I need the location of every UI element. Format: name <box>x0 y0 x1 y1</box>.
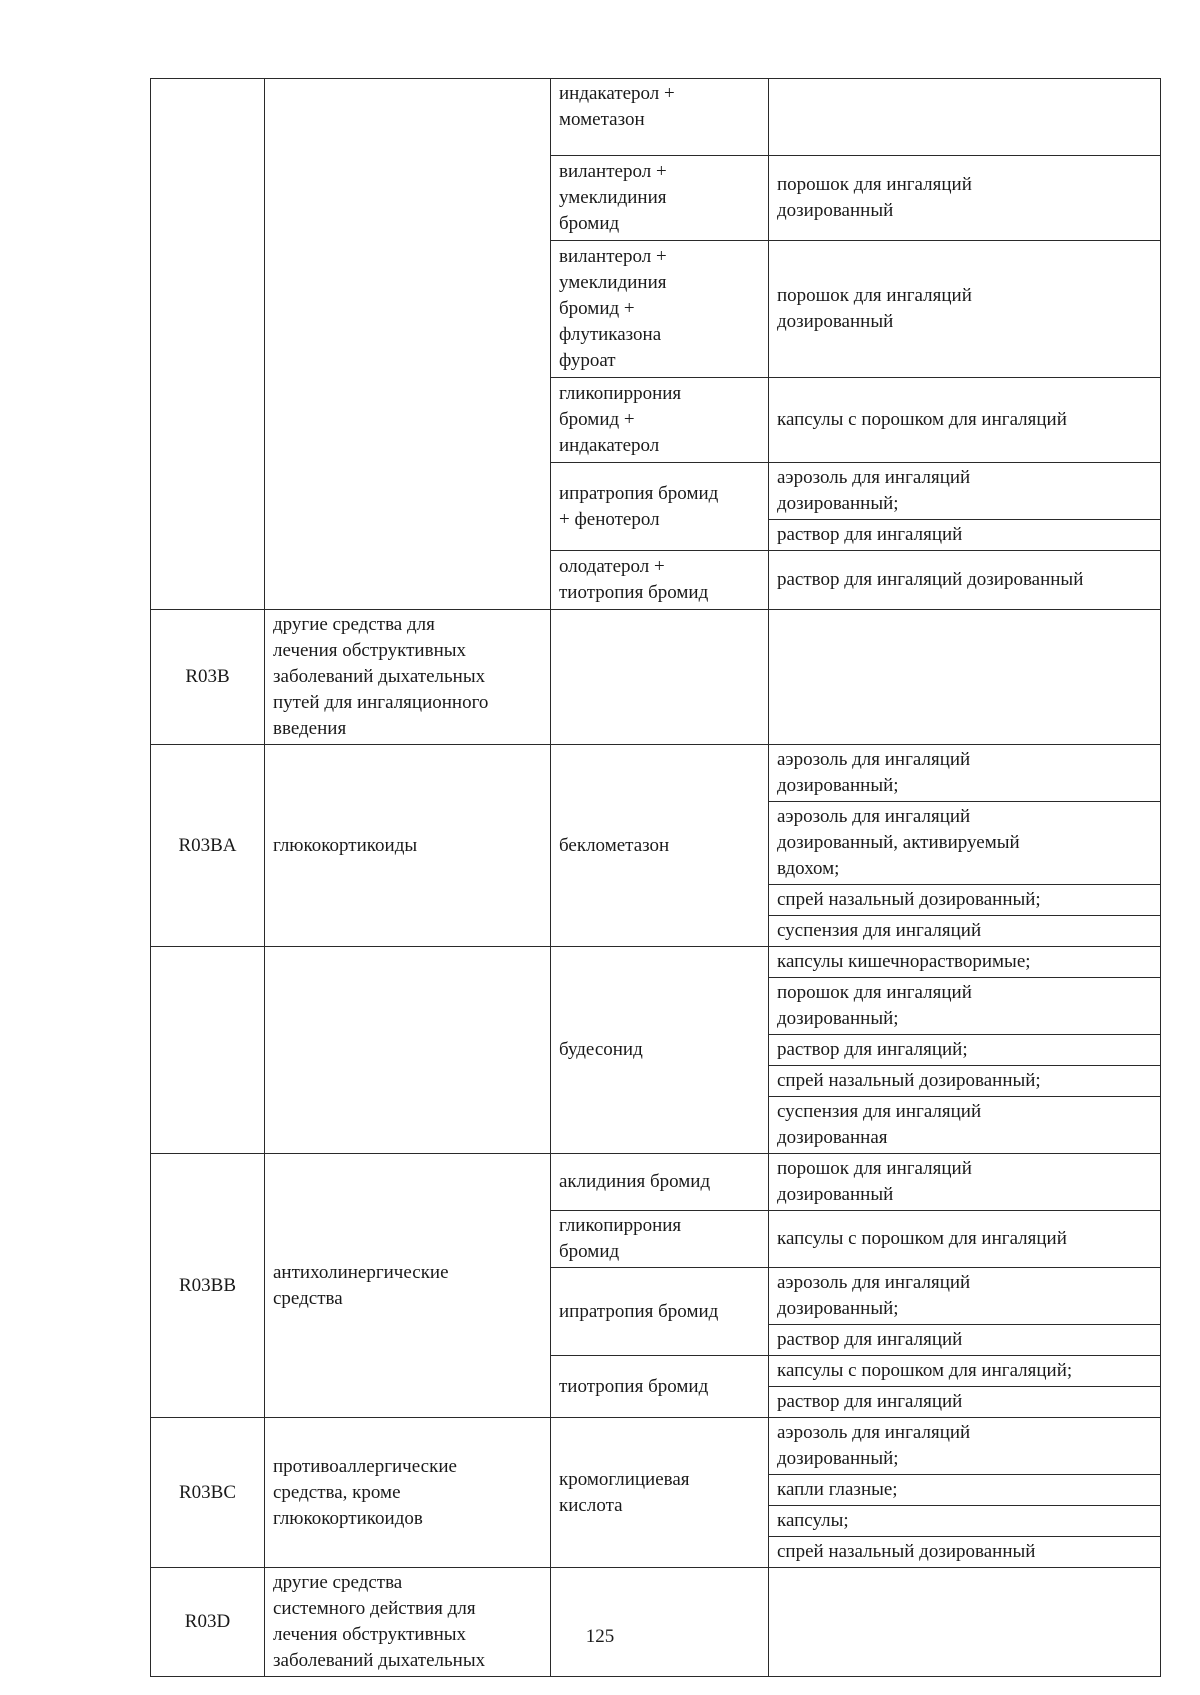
dosage-form: раствор для ингаляций <box>769 520 1161 551</box>
group-name: другие средства для лечения обструктивных заболеваний дыхательных путей для ингаляционного введения <box>265 610 551 745</box>
dosage-form: спрей назальный дозированный; <box>769 1066 1161 1097</box>
dosage-form: аэрозоль для ингаляций дозированный; <box>769 1268 1161 1325</box>
page-number: 125 <box>585 1626 615 1647</box>
dosage-form: спрей назальный дозированный; <box>769 885 1161 916</box>
dosage-form: раствор для ингаляций <box>769 1325 1161 1356</box>
dosage-form: суспензия для ингаляций <box>769 916 1161 947</box>
table-row <box>151 745 1161 802</box>
dosage-form: порошок для ингаляций дозированный; <box>769 978 1161 1035</box>
drug-name: вилантерол + умеклидиния бромид <box>551 156 769 241</box>
drug-name: гликопиррония бромид <box>551 1211 769 1268</box>
group-name <box>265 947 551 1154</box>
atc-code: R03BA <box>151 745 265 947</box>
dosage-form: капсулы кишечнорастворимые; <box>769 947 1161 978</box>
drug-name: ипратропия бромид + фенотерол <box>551 463 769 551</box>
dosage-form: суспензия для ингаляций дозированная <box>769 1097 1161 1154</box>
drug-name: аклидиния бромид <box>551 1154 769 1211</box>
dosage-form: аэрозоль для ингаляций дозированный; <box>769 463 1161 520</box>
drug-name: тиотропия бромид <box>551 1356 769 1418</box>
group-name: противоаллергические средства, кроме глюкокортикоидов <box>265 1418 551 1568</box>
atc-code <box>151 79 265 610</box>
dosage-form: аэрозоль для ингаляций дозированный, активируемый вдохом; <box>769 802 1161 885</box>
atc-code <box>151 947 265 1154</box>
dosage-form: раствор для ингаляций дозированный <box>769 551 1161 610</box>
group-name: глюкокортикоиды <box>265 745 551 947</box>
dosage-form: порошок для ингаляций дозированный <box>769 241 1161 378</box>
drug-name: кромоглициевая кислота <box>551 1418 769 1568</box>
dosage-form: порошок для ингаляций дозированный <box>769 156 1161 241</box>
atc-code: R03BC <box>151 1418 265 1568</box>
dosage-form: раствор для ингаляций; <box>769 1035 1161 1066</box>
table-row <box>151 1154 1161 1211</box>
dosage-form: спрей назальный дозированный <box>769 1537 1161 1568</box>
table-row <box>151 947 1161 978</box>
dosage-form <box>769 610 1161 745</box>
group-name: антихолинергические средства <box>265 1154 551 1418</box>
dosage-form: капсулы с порошком для ингаляций <box>769 1211 1161 1268</box>
dosage-form: аэрозоль для ингаляций дозированный; <box>769 1418 1161 1475</box>
dosage-form: капсулы; <box>769 1506 1161 1537</box>
dosage-form: капли глазные; <box>769 1475 1161 1506</box>
drug-name: вилантерол + умеклидиния бромид + флутиказона фуроат <box>551 241 769 378</box>
dosage-form: порошок для ингаляций дозированный <box>769 1154 1161 1211</box>
table-row <box>151 1568 1161 1677</box>
dosage-form: раствор для ингаляций <box>769 1387 1161 1418</box>
drug-name: индакатерол + мометазон <box>551 79 769 156</box>
drug-name: беклометазон <box>551 745 769 947</box>
group-name: другие средства системного действия для лечения обструктивных заболеваний дыхательных <box>265 1568 551 1677</box>
group-name <box>265 79 551 610</box>
atc-code: R03BB <box>151 1154 265 1418</box>
document-page <box>150 78 1160 1677</box>
dosage-form: аэрозоль для ингаляций дозированный; <box>769 745 1161 802</box>
drug-name <box>551 610 769 745</box>
drug-name: олодатерол + тиотропия бромид <box>551 551 769 610</box>
drug-name <box>551 1568 769 1677</box>
atc-code: R03B <box>151 610 265 745</box>
drug-table <box>150 78 1161 1677</box>
atc-code: R03D <box>151 1568 265 1677</box>
table-row <box>151 79 1161 156</box>
dosage-form <box>769 1568 1161 1677</box>
dosage-form: капсулы с порошком для ингаляций; <box>769 1356 1161 1387</box>
drug-name: ипратропия бромид <box>551 1268 769 1356</box>
drug-name: гликопиррония бромид + индакатерол <box>551 378 769 463</box>
dosage-form: капсулы с порошком для ингаляций <box>769 378 1161 463</box>
table-row <box>151 610 1161 745</box>
dosage-form <box>769 79 1161 156</box>
table-row <box>151 1418 1161 1475</box>
drug-name: будесонид <box>551 947 769 1154</box>
